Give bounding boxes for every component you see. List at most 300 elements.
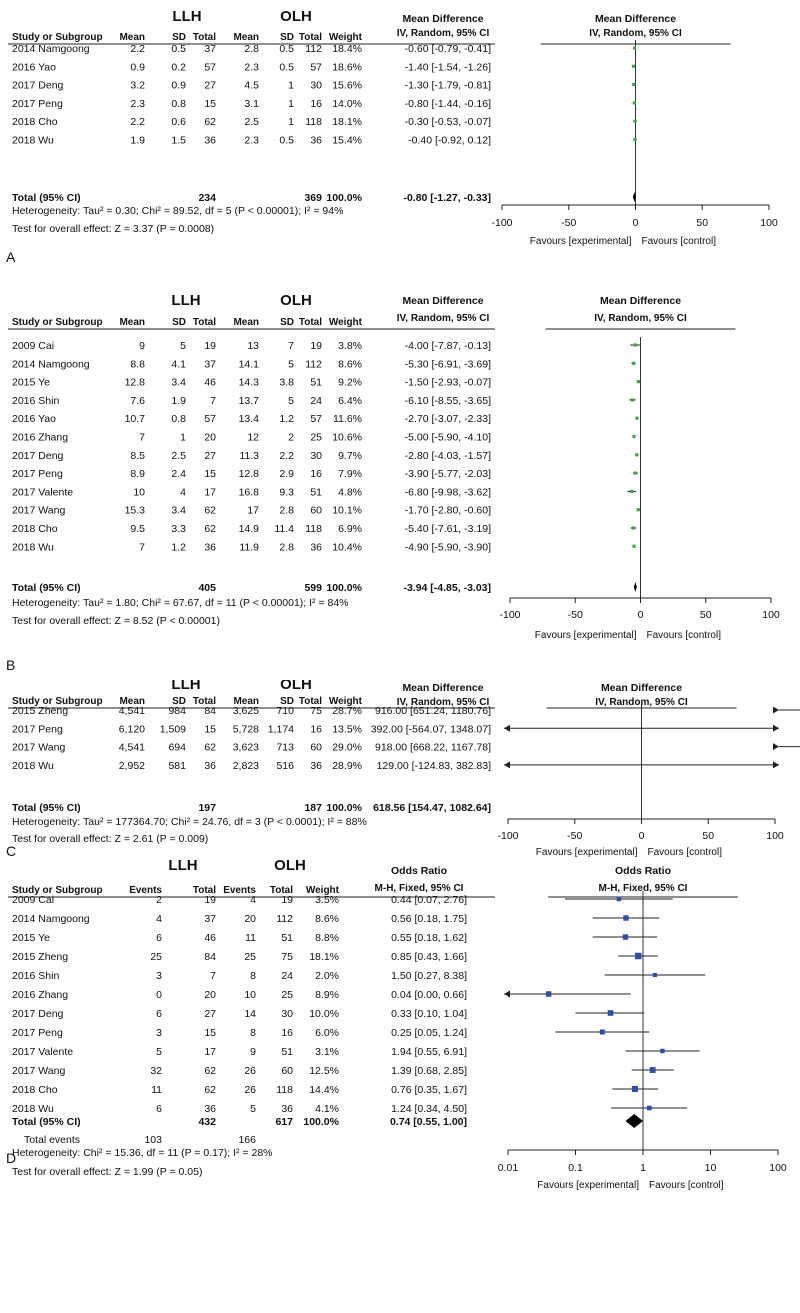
study-value: 5 bbox=[288, 358, 294, 371]
study-value: 3,625 bbox=[232, 705, 259, 717]
x-tick-label: 0.1 bbox=[568, 1162, 583, 1174]
study-value: 8.5 bbox=[130, 449, 145, 462]
study-value: 3 bbox=[156, 1027, 162, 1039]
study-value: 6,120 bbox=[118, 723, 145, 736]
point-estimate bbox=[637, 508, 640, 511]
study-weight: 8.8% bbox=[315, 932, 339, 944]
footnote: Heterogeneity: Tau² = 0.30; Chi² = 89.52, df = 5 (P < 0.00001); I² = 94% bbox=[12, 205, 344, 217]
study-value: 51 bbox=[310, 376, 322, 389]
study-value: 4 bbox=[180, 486, 186, 499]
total-n1: 432 bbox=[198, 1116, 216, 1128]
study-weight: 28.9% bbox=[332, 759, 362, 772]
study-value: 46 bbox=[204, 932, 216, 944]
study-value: 30 bbox=[281, 1008, 293, 1020]
study-value: 0.5 bbox=[279, 61, 294, 74]
study-value: 4.1 bbox=[171, 358, 186, 371]
study-value: 7 bbox=[288, 340, 294, 352]
point-estimate bbox=[637, 380, 640, 383]
study-value: 4,541 bbox=[118, 741, 145, 754]
study-name: 2018 Cho bbox=[12, 1084, 58, 1096]
ci-arrow-right bbox=[773, 761, 779, 768]
study-value: 62 bbox=[204, 523, 216, 535]
study-name: 2016 Shin bbox=[12, 394, 60, 407]
group-label-2: OLH bbox=[274, 857, 306, 874]
study-value: 3.4 bbox=[171, 376, 186, 389]
point-estimate bbox=[608, 1010, 614, 1016]
study-value: 60 bbox=[310, 741, 322, 754]
effect-title: Mean Difference bbox=[402, 295, 484, 307]
column-header: Mean bbox=[233, 317, 259, 328]
panel-letter: B bbox=[6, 657, 16, 673]
study-value: 2.5 bbox=[171, 449, 186, 462]
column-header: Total bbox=[192, 696, 216, 707]
study-weight: 12.5% bbox=[309, 1065, 339, 1077]
point-estimate bbox=[546, 991, 551, 996]
study-value: 1 bbox=[288, 116, 294, 129]
study-value: 7 bbox=[210, 970, 216, 982]
column-header: Total bbox=[298, 317, 322, 328]
total-weight: 100.0% bbox=[326, 802, 362, 814]
favours-left: Favours [experimental] bbox=[534, 630, 637, 641]
study-weight: 10.6% bbox=[332, 431, 362, 444]
study-ci: -4.00 [-7.87, -0.13] bbox=[404, 340, 491, 352]
study-value: 0.5 bbox=[279, 43, 294, 55]
total-label: Total (95% CI) bbox=[12, 582, 81, 594]
study-weight: 2.0% bbox=[315, 970, 339, 982]
study-value: 13.7 bbox=[238, 394, 259, 407]
group-label-1: LLH bbox=[171, 292, 201, 309]
study-value: 118 bbox=[276, 1084, 293, 1096]
study-ci: -4.90 [-5.90, -3.90] bbox=[404, 541, 491, 554]
study-value: 3,623 bbox=[232, 741, 259, 754]
study-value: 11 bbox=[151, 1084, 162, 1096]
x-tick-label: 50 bbox=[702, 830, 715, 842]
study-weight: 13.5% bbox=[332, 723, 362, 736]
study-value: 5 bbox=[156, 1046, 162, 1058]
study-name: 2009 Cai bbox=[12, 894, 55, 906]
study-value: 36 bbox=[310, 541, 322, 554]
total-label: Total (95% CI) bbox=[12, 802, 81, 814]
study-ci: -6.10 [-8.55, -3.65] bbox=[404, 394, 491, 407]
study-value: 30 bbox=[310, 79, 322, 92]
forest-plot-c bbox=[0, 680, 800, 866]
study-value: 5 bbox=[250, 1103, 256, 1115]
study-ci: 129.00 [-124.83, 382.83] bbox=[376, 759, 491, 772]
study-value: 26 bbox=[244, 1084, 256, 1096]
point-estimate bbox=[634, 472, 637, 475]
study-value: 8 bbox=[250, 970, 256, 982]
point-estimate bbox=[631, 398, 634, 401]
study-value: 19 bbox=[204, 894, 216, 906]
footnote: Test for overall effect: Z = 3.37 (P = 0.0008) bbox=[12, 223, 215, 235]
study-ci: 0.44 [0.07, 2.76] bbox=[391, 894, 467, 906]
study-weight: 11.6% bbox=[333, 413, 362, 426]
panel-c bbox=[0, 680, 800, 866]
study-value: 112 bbox=[276, 913, 293, 925]
favours-right: Favours [control] bbox=[649, 1180, 724, 1191]
point-estimate bbox=[635, 953, 642, 960]
x-tick-label: 100 bbox=[766, 830, 784, 842]
study-ci: -6.80 [-9.98, -3.62] bbox=[404, 486, 491, 499]
favours-left: Favours [experimental] bbox=[537, 1180, 639, 1191]
study-value: 1 bbox=[288, 79, 294, 92]
study-name: 2016 Zhang bbox=[12, 431, 69, 444]
study-value: 30 bbox=[310, 449, 322, 462]
study-value: 3.3 bbox=[171, 523, 186, 535]
study-name: 2017 Deng bbox=[12, 79, 64, 92]
study-ci: -5.30 [-6.91, -3.69] bbox=[404, 358, 491, 371]
study-value: 3.1 bbox=[244, 97, 259, 110]
study-value: 984 bbox=[168, 705, 186, 717]
study-value: 6 bbox=[156, 932, 162, 944]
study-value: 0.9 bbox=[130, 61, 145, 74]
study-weight: 3.5% bbox=[315, 894, 339, 906]
study-value: 8.9 bbox=[130, 468, 145, 481]
study-value: 17 bbox=[204, 486, 216, 499]
effect-title: Odds Ratio bbox=[390, 865, 448, 877]
footnote: Heterogeneity: Tau² = 177364.70; Chi² = 24.76, df = 3 (P < 0.0001); I² = 88% bbox=[12, 816, 367, 828]
group-label-1: LLH bbox=[168, 857, 198, 874]
study-value: 17 bbox=[204, 1046, 216, 1058]
total-weight: 100.0% bbox=[303, 1116, 339, 1128]
study-ci: -5.00 [-5.90, -4.10] bbox=[404, 431, 491, 444]
study-value: 9 bbox=[250, 1046, 256, 1058]
column-header: Study or Subgroup bbox=[12, 885, 103, 896]
study-name: 2009 Cai bbox=[12, 340, 55, 352]
study-value: 57 bbox=[310, 413, 322, 426]
study-value: 25 bbox=[150, 951, 162, 963]
panel-letter: D bbox=[6, 1150, 17, 1166]
study-weight: 15.6% bbox=[332, 79, 362, 92]
study-name: 2015 Ye bbox=[12, 932, 50, 944]
study-value: 2,823 bbox=[232, 759, 259, 772]
column-header: Total bbox=[192, 317, 216, 328]
pooled-diamond bbox=[625, 1114, 643, 1128]
column-header: Total bbox=[192, 32, 216, 43]
total-events-2: 166 bbox=[238, 1134, 256, 1146]
study-value: 2.2 bbox=[130, 43, 145, 55]
total-n1: 234 bbox=[198, 192, 216, 204]
study-value: 6 bbox=[156, 1103, 162, 1115]
study-name: 2017 Valente bbox=[12, 486, 74, 499]
study-value: 118 bbox=[305, 523, 322, 535]
study-name: 2017 Peng bbox=[12, 1027, 63, 1039]
total-n2: 369 bbox=[304, 192, 322, 204]
study-ci: -2.70 [-3.07, -2.33] bbox=[404, 413, 491, 426]
study-name: 2018 Wu bbox=[12, 759, 54, 772]
total-n2: 187 bbox=[304, 802, 322, 814]
group-label-2: OLH bbox=[280, 8, 312, 25]
study-weight: 18.6% bbox=[332, 61, 362, 74]
study-value: 14.1 bbox=[238, 358, 259, 371]
point-estimate bbox=[650, 1067, 656, 1073]
study-value: 20 bbox=[244, 913, 256, 925]
study-value: 36 bbox=[204, 134, 216, 147]
study-value: 62 bbox=[204, 1065, 216, 1077]
plot-subtitle: IV, Random, 95% CI bbox=[589, 28, 682, 39]
study-value: 9 bbox=[139, 340, 145, 352]
group-label-1: LLH bbox=[171, 680, 201, 693]
study-weight: 18.1% bbox=[332, 116, 362, 129]
point-estimate bbox=[617, 897, 622, 902]
study-name: 2018 Cho bbox=[12, 523, 58, 535]
plot-subtitle: M-H, Fixed, 95% CI bbox=[598, 883, 688, 894]
point-estimate bbox=[632, 83, 635, 86]
column-header: Total bbox=[298, 696, 322, 707]
study-value: 16 bbox=[310, 97, 322, 110]
study-weight: 8.9% bbox=[315, 989, 339, 1001]
study-value: 62 bbox=[204, 741, 216, 754]
study-value: 7 bbox=[139, 431, 145, 444]
column-header: Events bbox=[129, 885, 162, 896]
study-value: 0.8 bbox=[171, 97, 186, 110]
study-name: 2017 Peng bbox=[12, 97, 63, 110]
x-tick-label: 0 bbox=[632, 217, 639, 229]
study-weight: 6.9% bbox=[338, 523, 362, 535]
study-value: 8.8 bbox=[130, 358, 145, 371]
study-value: 16 bbox=[310, 468, 322, 481]
study-value: 24 bbox=[310, 394, 322, 407]
study-value: 36 bbox=[204, 759, 216, 772]
study-ci: 1.94 [0.55, 6.91] bbox=[391, 1046, 467, 1058]
study-value: 15 bbox=[204, 97, 216, 110]
panel-a bbox=[0, 0, 800, 268]
column-header: Study or Subgroup bbox=[12, 317, 103, 328]
study-value: 2.2 bbox=[279, 449, 294, 462]
study-value: 11.4 bbox=[274, 523, 294, 535]
total-n2: 599 bbox=[304, 582, 322, 594]
study-value: 20 bbox=[204, 431, 216, 444]
column-header: Weight bbox=[328, 696, 362, 707]
column-header: Total bbox=[192, 885, 216, 896]
study-value: 27 bbox=[204, 79, 216, 92]
x-tick-label: -50 bbox=[561, 217, 577, 229]
study-value: 27 bbox=[204, 449, 216, 462]
ci-arrow-left bbox=[504, 991, 510, 998]
study-value: 3.4 bbox=[171, 504, 186, 517]
study-value: 62 bbox=[204, 1084, 216, 1096]
study-name: 2017 Wang bbox=[12, 504, 66, 517]
study-value: 25 bbox=[281, 989, 293, 1001]
footnote: Heterogeneity: Chi² = 15.36, df = 11 (P = 0.17); I² = 28% bbox=[12, 1147, 273, 1159]
forest-plot-b bbox=[0, 283, 800, 691]
study-ci: -2.80 [-4.03, -1.57] bbox=[404, 449, 491, 462]
favours-right: Favours [control] bbox=[646, 630, 721, 641]
study-value: 13.4 bbox=[238, 413, 259, 426]
study-value: 4,541 bbox=[118, 705, 145, 717]
study-value: 1.2 bbox=[171, 541, 186, 554]
total-weight: 100.0% bbox=[326, 582, 362, 594]
column-header: Weight bbox=[328, 317, 362, 328]
study-value: 26 bbox=[244, 1065, 256, 1077]
study-value: 2.8 bbox=[244, 43, 259, 55]
point-estimate bbox=[623, 915, 628, 920]
study-value: 84 bbox=[204, 705, 216, 717]
study-value: 1,174 bbox=[267, 723, 294, 736]
study-name: 2016 Shin bbox=[12, 970, 60, 982]
study-weight: 6.4% bbox=[338, 394, 362, 407]
ci-arrow-right bbox=[773, 707, 779, 714]
study-ci: 1.24 [0.34, 4.50] bbox=[391, 1103, 467, 1115]
total-ci: -3.94 [-4.85, -3.03] bbox=[403, 582, 491, 594]
study-name: 2017 Valente bbox=[12, 1046, 74, 1058]
column-header: Weight bbox=[328, 32, 362, 43]
study-name: 2016 Zhang bbox=[12, 989, 69, 1001]
total-ci: -0.80 [-1.27, -0.33] bbox=[403, 192, 491, 204]
study-value: 10 bbox=[133, 486, 145, 499]
study-value: 36 bbox=[204, 541, 216, 554]
study-weight: 6.0% bbox=[315, 1027, 339, 1039]
study-weight: 7.9% bbox=[338, 468, 362, 481]
ci-arrow-left bbox=[504, 725, 510, 732]
study-value: 11 bbox=[245, 932, 256, 944]
study-name: 2017 Deng bbox=[12, 449, 64, 462]
group-label-1: LLH bbox=[172, 8, 202, 25]
study-value: 0.5 bbox=[171, 43, 186, 55]
study-ci: 916.00 [651.24, 1180.76] bbox=[375, 705, 491, 717]
point-estimate bbox=[633, 138, 636, 141]
study-value: 51 bbox=[281, 1046, 293, 1058]
effect-title: Mean Difference bbox=[402, 13, 484, 25]
study-value: 57 bbox=[310, 61, 322, 74]
study-weight: 4.8% bbox=[338, 486, 362, 499]
study-ci: -3.90 [-5.77, -2.03] bbox=[404, 468, 491, 481]
point-estimate bbox=[635, 417, 638, 420]
study-value: 19 bbox=[281, 894, 293, 906]
effect-subtitle: IV, Random, 95% CI bbox=[396, 697, 490, 708]
study-value: 2.3 bbox=[244, 134, 259, 147]
point-estimate bbox=[632, 65, 635, 68]
study-value: 57 bbox=[204, 61, 216, 74]
study-value: 46 bbox=[204, 376, 216, 389]
study-value: 8 bbox=[250, 1027, 256, 1039]
total-label: Total (95% CI) bbox=[12, 192, 81, 204]
study-value: 17 bbox=[247, 504, 259, 517]
effect-subtitle: IV, Random, 95% CI bbox=[396, 313, 490, 324]
x-tick-label: 1 bbox=[640, 1162, 646, 1174]
study-value: 37 bbox=[204, 43, 216, 55]
study-value: 713 bbox=[276, 741, 294, 754]
study-value: 0.6 bbox=[171, 116, 186, 129]
effect-subtitle: IV, Random, 95% CI bbox=[396, 28, 490, 39]
study-value: 20 bbox=[204, 989, 216, 1001]
total-weight: 100.0% bbox=[326, 192, 362, 204]
study-weight: 4.1% bbox=[315, 1103, 339, 1115]
study-value: 10.7 bbox=[124, 413, 145, 426]
study-name: 2017 Wang bbox=[12, 741, 66, 754]
forest-plot-a bbox=[0, 0, 800, 268]
study-value: 16.8 bbox=[238, 486, 259, 499]
study-value: 37 bbox=[204, 358, 216, 371]
study-value: 112 bbox=[305, 358, 322, 371]
study-ci: 0.56 [0.18, 1.75] bbox=[391, 913, 467, 925]
favours-left: Favours [experimental] bbox=[535, 847, 638, 858]
study-name: 2017 Deng bbox=[12, 1008, 64, 1020]
study-value: 51 bbox=[281, 932, 293, 944]
study-value: 7.6 bbox=[130, 394, 145, 407]
point-estimate bbox=[633, 101, 636, 104]
study-name: 2018 Cho bbox=[12, 116, 58, 129]
x-tick-label: 0.01 bbox=[497, 1162, 519, 1174]
x-tick-label: 50 bbox=[699, 609, 712, 621]
study-value: 9.5 bbox=[130, 523, 145, 535]
column-header: Mean bbox=[119, 32, 145, 43]
x-tick-label: -100 bbox=[499, 609, 521, 621]
x-tick-label: -100 bbox=[497, 830, 519, 842]
study-value: 710 bbox=[276, 705, 294, 717]
study-ci: 0.85 [0.43, 1.66] bbox=[391, 951, 467, 963]
study-value: 15 bbox=[204, 468, 216, 481]
study-value: 15 bbox=[204, 1027, 216, 1039]
study-weight: 8.6% bbox=[338, 358, 362, 371]
point-estimate bbox=[634, 343, 637, 346]
study-value: 62 bbox=[204, 504, 216, 517]
column-header: SD bbox=[172, 696, 186, 707]
study-ci: 0.33 [0.10, 1.04] bbox=[391, 1008, 467, 1020]
study-value: 16 bbox=[310, 723, 322, 736]
study-name: 2014 Namgoong bbox=[12, 913, 90, 925]
study-value: 12.8 bbox=[238, 468, 259, 481]
study-value: 24 bbox=[281, 970, 293, 982]
study-ci: 1.39 [0.68, 2.85] bbox=[391, 1065, 467, 1077]
study-value: 4.5 bbox=[244, 79, 259, 92]
study-value: 32 bbox=[150, 1065, 162, 1077]
study-name: 2015 Zheng bbox=[12, 705, 69, 717]
footnote: Test for overall effect: Z = 8.52 (P < 0.00001) bbox=[12, 615, 220, 627]
study-weight: 28.7% bbox=[332, 705, 362, 717]
study-name: 2015 Zheng bbox=[12, 951, 69, 963]
total-label: Total (95% CI) bbox=[12, 1116, 81, 1128]
study-value: 1.9 bbox=[171, 394, 186, 407]
study-name: 2018 Wu bbox=[12, 134, 54, 147]
study-weight: 9.2% bbox=[338, 376, 362, 389]
study-weight: 10.0% bbox=[309, 1008, 339, 1020]
total-events-1: 103 bbox=[144, 1134, 162, 1146]
plot-title: Odds Ratio bbox=[614, 865, 672, 877]
study-value: 1.5 bbox=[171, 134, 186, 147]
study-weight: 29.0% bbox=[332, 741, 362, 754]
study-value: 0.9 bbox=[171, 79, 186, 92]
study-ci: -0.40 [-0.92, 0.12] bbox=[408, 134, 491, 147]
column-header: Mean bbox=[119, 317, 145, 328]
study-value: 19 bbox=[204, 340, 216, 352]
ci-arrow-right bbox=[773, 743, 779, 750]
study-ci: -0.80 [-1.44, -0.16] bbox=[404, 97, 491, 110]
study-value: 0 bbox=[156, 989, 162, 1001]
study-value: 37 bbox=[204, 913, 216, 925]
footnote: Test for overall effect: Z = 1.99 (P = 0.05) bbox=[12, 1166, 203, 1178]
study-value: 60 bbox=[310, 504, 322, 517]
x-tick-label: -50 bbox=[567, 609, 583, 621]
study-ci: -1.40 [-1.54, -1.26] bbox=[404, 61, 491, 74]
study-ci: 918.00 [668.22, 1167.78] bbox=[375, 741, 491, 754]
study-value: 2.2 bbox=[130, 116, 145, 129]
point-estimate bbox=[632, 435, 635, 438]
study-value: 36 bbox=[204, 1103, 216, 1115]
point-estimate bbox=[632, 1086, 638, 1092]
point-estimate bbox=[630, 490, 633, 493]
study-ci: 0.25 [0.05, 1.24] bbox=[391, 1027, 467, 1039]
study-name: 2017 Wang bbox=[12, 1065, 66, 1077]
x-tick-label: 10 bbox=[704, 1162, 717, 1174]
study-value: 13 bbox=[247, 340, 259, 352]
study-value: 516 bbox=[276, 759, 294, 772]
favours-right: Favours [control] bbox=[647, 847, 722, 858]
column-header: Study or Subgroup bbox=[12, 696, 103, 707]
plot-title: Mean Difference bbox=[594, 13, 677, 25]
study-name: 2018 Wu bbox=[12, 541, 54, 554]
study-value: 3.2 bbox=[130, 79, 145, 92]
